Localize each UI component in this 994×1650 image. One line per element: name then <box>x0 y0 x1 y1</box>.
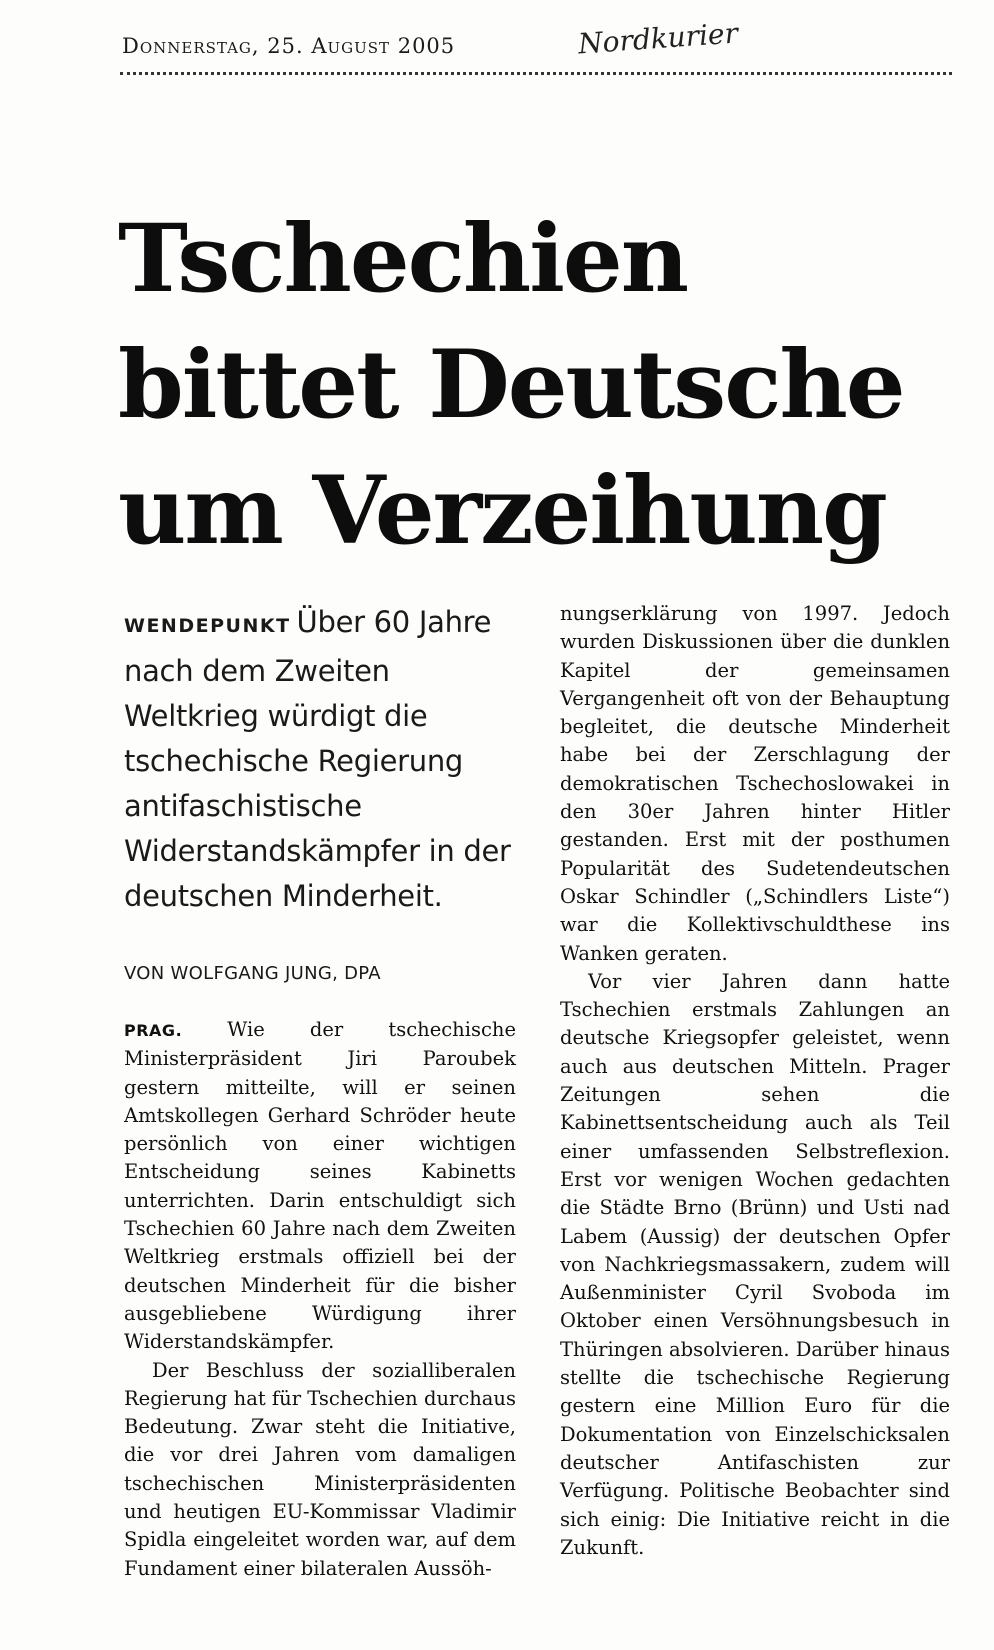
paragraph-3: Vor vier Jahren dann hatte Tschechien erstmals Zahlungen an deutsche Kriegsopfer geleistet, wenn auch aus deutschen Mitteln. Prager Zeitungen sehen die Kabinettsentscheidung auch als Teil einer umfassenden Selbstreflexion. Erst vor wenigen Wochen gedachten die Städte Brno (Brünn) und Usti nad Labem (Aussig) der deutschen Opfer von Nachkriegsmassakern, zudem will Außenminister Cyril Svoboda im Oktober einen Versöhnungsbesuch in Thüringen absolvieren. Darüber hinaus stellte die tschechische Regierung gestern eine Million Euro für die Dokumentation von Einzelschicksalen deutscher Antifaschisten zur Verfügung. Politische Beobachter sind sich einig: Die Initiative reicht in die Zukunft. <box>560 969 950 1559</box>
left-body <box>124 1016 516 1583</box>
article-lead <box>124 600 516 919</box>
paragraph-2-start: Der Beschluss der sozialliberalen Regierung hat für Tschechien durchaus Bedeutung. Zwar steht die Initiative, die vor drei Jahren vom damaligen tschechischen Ministerpräsidenten und heutigen EU-Kommissar Vladimir Spidla eingeleitet worden war, auf dem Fundament einer bilateralen Aussöh- <box>124 1358 516 1580</box>
kicker: WENDEPUNKT <box>124 615 291 637</box>
byline: VON WOLFGANG JUNG, DPA <box>124 963 381 984</box>
paragraph-1-text: Wie der tschechische Ministerpräsident Jiri Paroubek gestern mitteilte, will er seinen Amtskollegen Gerhard Schröder heute persönlich von einer wichtigen Entscheidung seines Kabinetts unterrichten. Darin entschuldigt sich Tschechien 60 Jahre nach dem Zweiten Weltkrieg erstmals offiziell bei der deutschen Minderheit für die bisher ausgebliebene Würdigung ihrer Widerstandskämpfer. <box>124 1018 517 1354</box>
paragraph-1 <box>124 1016 516 1357</box>
headline-line-1: Tschechien <box>118 204 688 314</box>
headline-line-3: um Verzeihung <box>118 456 886 566</box>
headline-line-2: bittet Deutsche <box>118 330 904 440</box>
publication-date: Donnerstag, 25. August 2005 <box>122 34 456 58</box>
lead-text: Über 60 Jahre nach dem Zweiten Weltkrieg würdigt die tschechische Regierung antifaschistische Widerstandskämpfer in der deutschen Minderheit. <box>124 605 511 913</box>
header-divider <box>120 72 952 75</box>
left-column <box>124 600 516 1583</box>
dateline-city: PRAG. <box>124 1021 183 1040</box>
paragraph-2-continued: nungserklärung von 1997. Jedoch wurden Diskussionen über die dunklen Kapitel der gemeinsamen Vergangenheit oft von der Behauptung begleitet, die deutsche Minderheit habe bei der Zerschlagung der demokratischen Tschechoslowakei in den 30er Jahren hinter Hitler gestanden. Erst mit der posthumen Popularität des Sudetendeutschen Oskar Schindler („Schindlers Liste“) war die Kollektivschuldthese ins Wanken geraten. <box>560 602 950 965</box>
right-column <box>560 600 950 1562</box>
handwritten-source-note: Nordkurier <box>577 16 739 61</box>
article-headline <box>118 196 948 574</box>
